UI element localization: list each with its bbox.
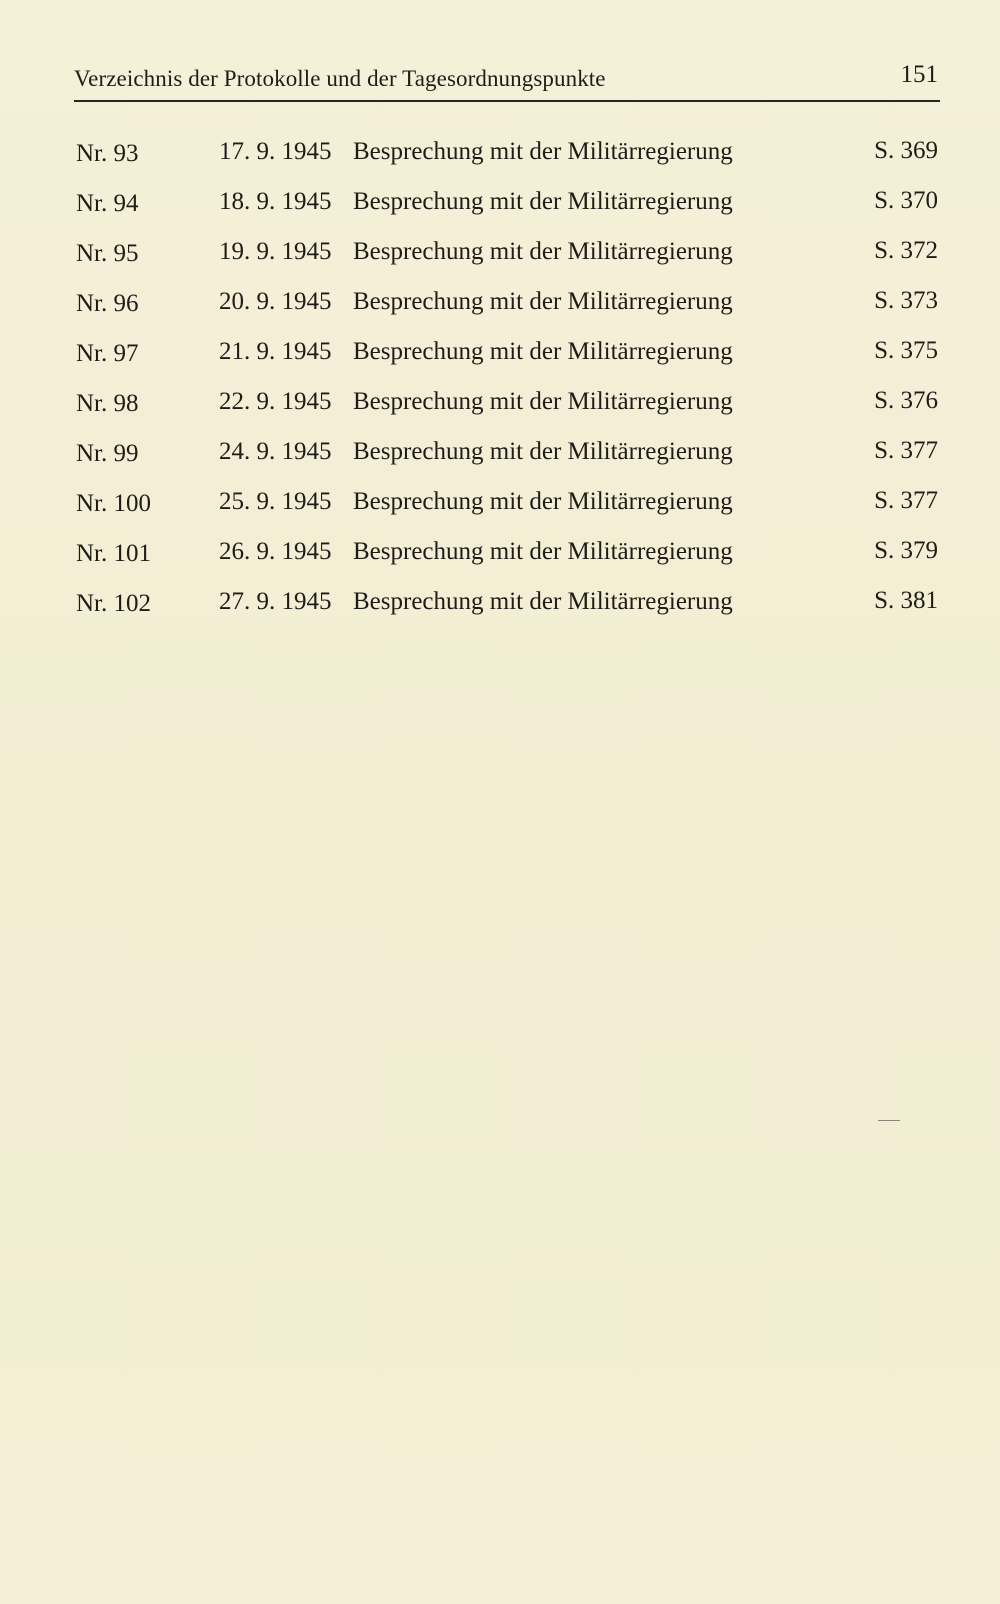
protocol-title: Besprechung mit der Militärregierung <box>353 588 733 615</box>
index-entry <box>74 330 940 380</box>
protocol-title: Besprechung mit der Militärregierung <box>353 388 733 415</box>
protocol-page-reference: S. 375 <box>874 337 938 364</box>
protocol-page-reference: S. 377 <box>874 437 938 464</box>
protocol-title: Besprechung mit der Militärregierung <box>353 538 733 565</box>
protocol-date: 17. 9. 1945 <box>219 138 332 165</box>
protocol-page-reference: S. 376 <box>874 387 938 414</box>
protocol-page-reference: S. 369 <box>874 137 938 164</box>
paper-mark <box>878 1120 900 1121</box>
protocol-date: 25. 9. 1945 <box>219 488 332 515</box>
protocol-title: Besprechung mit der Militärregierung <box>353 338 733 365</box>
protocol-date: 21. 9. 1945 <box>219 338 332 365</box>
protocol-date: 26. 9. 1945 <box>219 538 332 565</box>
index-entry <box>74 580 940 630</box>
protocol-title: Besprechung mit der Militärregierung <box>353 438 733 465</box>
page-number: 151 <box>900 61 938 88</box>
protocol-number: Nr. 93 <box>76 140 139 167</box>
protocol-date: 20. 9. 1945 <box>219 288 332 315</box>
protocol-date: 22. 9. 1945 <box>219 388 332 415</box>
protocol-page-reference: S. 377 <box>874 487 938 514</box>
protocol-page-reference: S. 373 <box>874 287 938 314</box>
index-entry <box>74 180 940 230</box>
protocol-number: Nr. 95 <box>76 240 139 267</box>
running-header-title: Verzeichnis der Protokolle und der Tagesordnungspunkte <box>74 66 606 91</box>
protocol-number: Nr. 98 <box>76 390 139 417</box>
protocol-title: Besprechung mit der Militärregierung <box>353 188 733 215</box>
protocol-page-reference: S. 379 <box>874 537 938 564</box>
protocol-number: Nr. 101 <box>76 540 151 567</box>
protocol-page-reference: S. 381 <box>874 587 938 614</box>
index-entry <box>74 480 940 530</box>
index-entry <box>74 280 940 330</box>
protocol-date: 27. 9. 1945 <box>219 588 332 615</box>
protocol-number: Nr. 96 <box>76 290 139 317</box>
index-entry <box>74 430 940 480</box>
protocol-date: 18. 9. 1945 <box>219 188 332 215</box>
protocol-number: Nr. 100 <box>76 490 151 517</box>
protocol-title: Besprechung mit der Militärregierung <box>353 138 733 165</box>
index-entry <box>74 130 940 180</box>
protocol-number: Nr. 94 <box>76 190 139 217</box>
protocol-title: Besprechung mit der Militärregierung <box>353 238 733 265</box>
protocol-title: Besprechung mit der Militärregierung <box>353 488 733 515</box>
protocol-number: Nr. 99 <box>76 440 139 467</box>
protocol-title: Besprechung mit der Militärregierung <box>353 288 733 315</box>
protocol-date: 19. 9. 1945 <box>219 238 332 265</box>
protocol-number: Nr. 102 <box>76 590 151 617</box>
protocol-date: 24. 9. 1945 <box>219 438 332 465</box>
protocol-page-reference: S. 370 <box>874 187 938 214</box>
protocol-number: Nr. 97 <box>76 340 139 367</box>
protocol-page-reference: S. 372 <box>874 237 938 264</box>
index-entry <box>74 380 940 430</box>
index-entry <box>74 530 940 580</box>
protocol-index-list <box>74 130 940 630</box>
running-header <box>74 60 940 102</box>
index-entry <box>74 230 940 280</box>
